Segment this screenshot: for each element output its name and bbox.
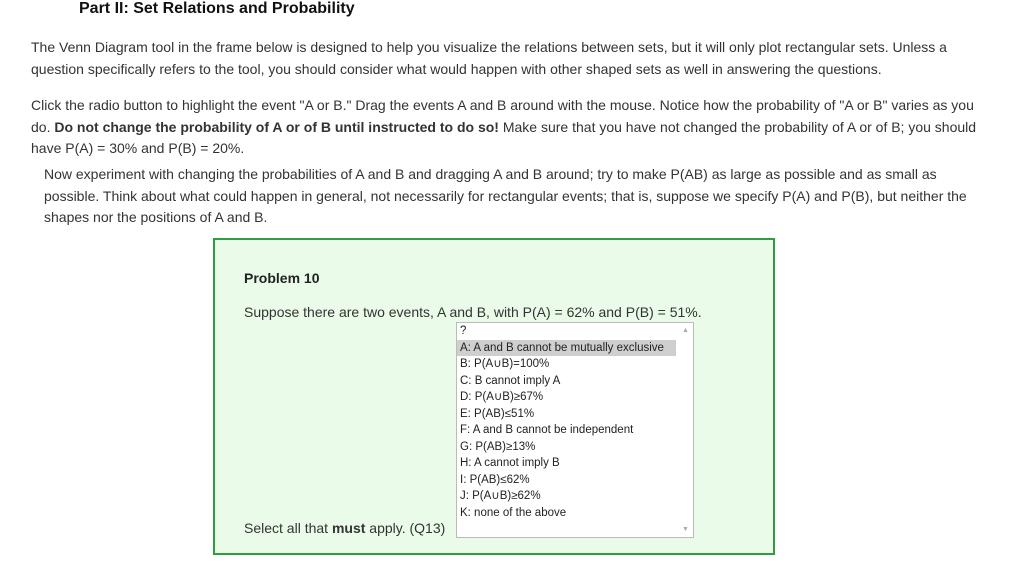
option[interactable]: I: P(AB)≤62%	[460, 473, 530, 486]
option[interactable]: ?	[460, 325, 467, 337]
option[interactable]: F: A and B cannot be independent	[460, 424, 634, 436]
scroll-down-icon[interactable]: ▼	[682, 526, 689, 533]
experiment-paragraph: Now experiment with changing the probabilities of A and B and dragging A and B around; try to make P(AB) as large as possible and as small as possible. Think about what could happen in general, not necessarily for rectangular events; that is, suppose we specify P(A) and P(B), but neither the shapes nor the positions of A and B.	[44, 166, 967, 225]
option[interactable]: H: A cannot imply B	[460, 457, 560, 469]
option[interactable]: B: P(A∪B)=100%	[460, 358, 550, 370]
emphasis: must	[331, 520, 366, 536]
scroll-up-icon[interactable]: ▲	[682, 327, 689, 334]
problem-question: Suppose there are two events, A and B, with P(A) = 62% and P(B) = 51%.	[244, 304, 702, 320]
option[interactable]: A: A and B cannot be mutually exclusive	[457, 340, 676, 357]
scrollbar[interactable]	[679, 323, 693, 537]
text: Make sure that you have not changed the probability of A or of B; you should have P(A) = 30% and P(B) = 20%.	[31, 118, 977, 156]
text: Select all that	[244, 520, 332, 536]
option[interactable]: K: none of the above	[460, 506, 567, 519]
problem-title: Problem 10	[244, 270, 320, 286]
answer-multiselect[interactable]	[456, 322, 694, 538]
option[interactable]: J: P(A∪B)≥62%	[460, 490, 541, 502]
option[interactable]: E: P(AB)≤51%	[460, 407, 535, 420]
text: apply. (Q13)	[365, 520, 446, 536]
select-instruction	[244, 520, 445, 536]
option[interactable]: C: B cannot imply A	[460, 374, 561, 387]
instructions-paragraph	[31, 95, 991, 160]
option[interactable]: G: P(AB)≥13%	[460, 440, 536, 453]
intro-paragraph: The Venn Diagram tool in the frame below is designed to help you visualize the relations between sets, but it will only plot rectangular sets. Unless a question specifically refers to the tool, you should consider what would happen with other shaped sets as well in answering the questions.	[31, 39, 947, 77]
problem-box	[213, 238, 775, 555]
page-title: Part II: Set Relations and Probability	[79, 0, 355, 17]
option[interactable]: D: P(A∪B)≥67%	[460, 391, 544, 403]
text: Click the radio button to highlight the event "A or B." Drag the events A and B around with the mouse. Notice how the probability of "A or B" varies as you do.	[31, 97, 974, 135]
warning-text: Do not change the probability of A or of B until instructed to do so!	[54, 118, 499, 135]
